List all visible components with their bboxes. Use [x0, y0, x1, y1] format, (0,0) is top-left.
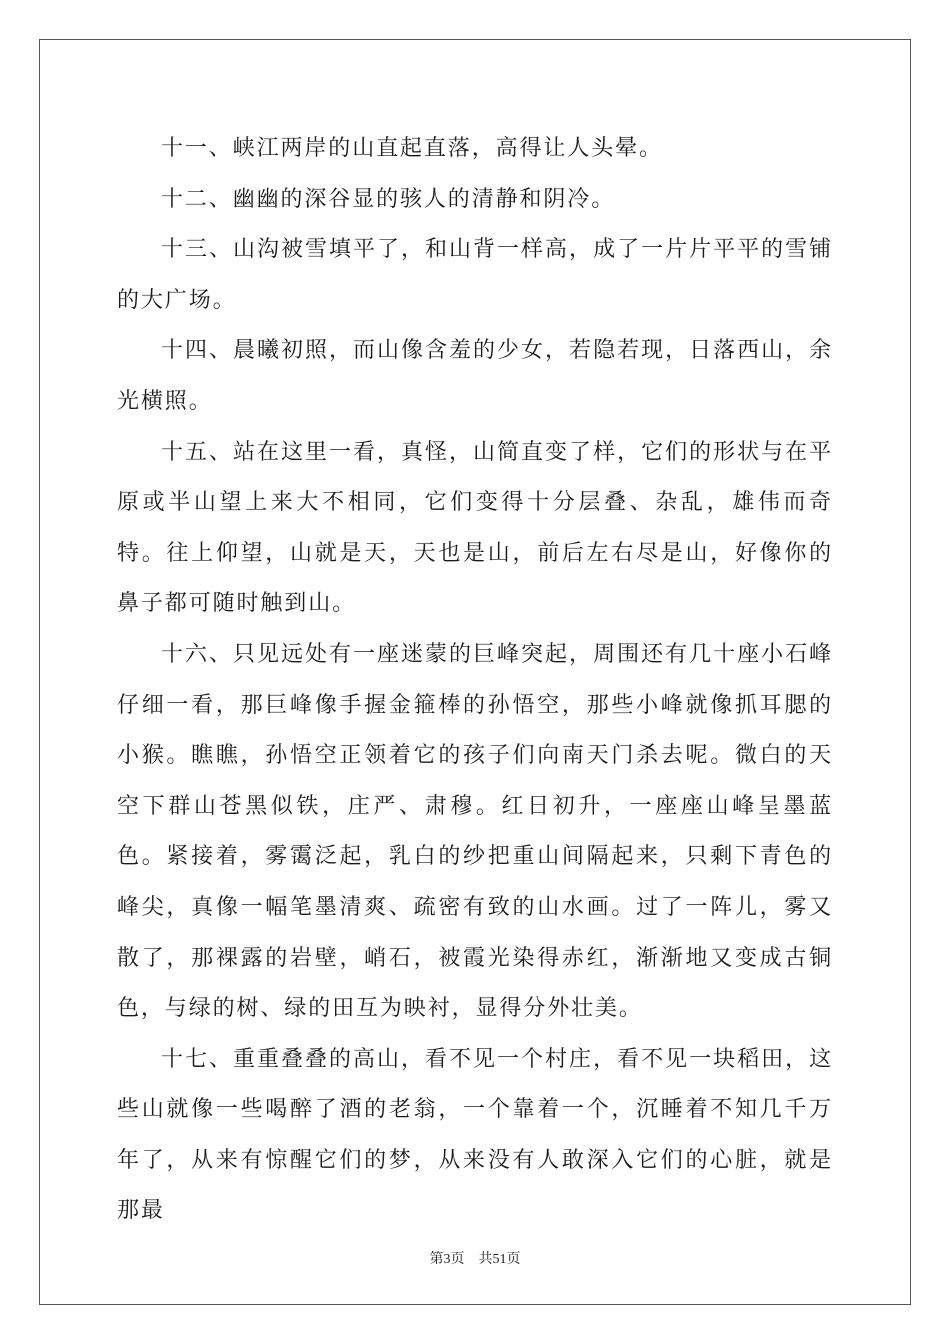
- paragraph-14: 十四、晨曦初照，而山像含羞的少女，若隐若现，日落西山，余光横照。: [117, 338, 833, 414]
- document-body: [117, 124, 833, 1237]
- paragraph-15: 十五、站在这里一看，真怪，山简直变了样，它们的形状与在平原或半山望上来大不相同，它们变得十分层叠、杂乱，雄伟而奇特。往上仰望，山就是天，天也是山，前后左右尽是山，好像你的鼻子都可随时触到山。: [117, 439, 833, 617]
- paragraph-12: 十二、幽幽的深谷显的骇人的清静和阴冷。: [161, 186, 616, 212]
- total-pages-label: 共51页: [478, 1252, 521, 1267]
- paragraph-16: 十六、只见远处有一座迷蒙的巨峰突起，周围还有几十座小石峰仔细一看，那巨峰像手握金箍棒的孙悟空，那些小峰就像抓耳腮的小猴。瞧瞧，孙悟空正领着它的孩子们向南天门杀去呢。微白的天空下群山苍黑似铁，庄严、肃穆。红日初升，一座座山峰呈墨蓝色。紧接着，雾霭泛起，乳白的纱把重山间隔起来，只剩下青色的峰尖，真像一幅笔墨清爽、疏密有致的山水画。过了一阵儿，雾又散了，那裸露的岩壁，峭石，被霞光染得赤红，渐渐地又变成古铜色，与绿的树、绿的田互为映衬，显得分外壮美。: [117, 641, 833, 1022]
- current-page-label: 第3页: [429, 1252, 465, 1267]
- paragraph-11: 十一、峡江两岸的山直起直落，高得让人头晕。: [161, 136, 663, 161]
- page-footer: [0, 1248, 950, 1268]
- paragraph-13: 十三、山沟被雪填平了，和山背一样高，成了一片片平平的雪铺的大广场。: [117, 237, 833, 313]
- paragraph-17: 十七、重重叠叠的高山，看不见一个村庄，看不见一块稻田，这些山就像一些喝醉了酒的老翁，一个靠着一个，沉睡着不知几千万年了，从来有惊醒它们的梦，从来没有人敢深入它们的心脏，就是那最: [117, 1046, 833, 1224]
